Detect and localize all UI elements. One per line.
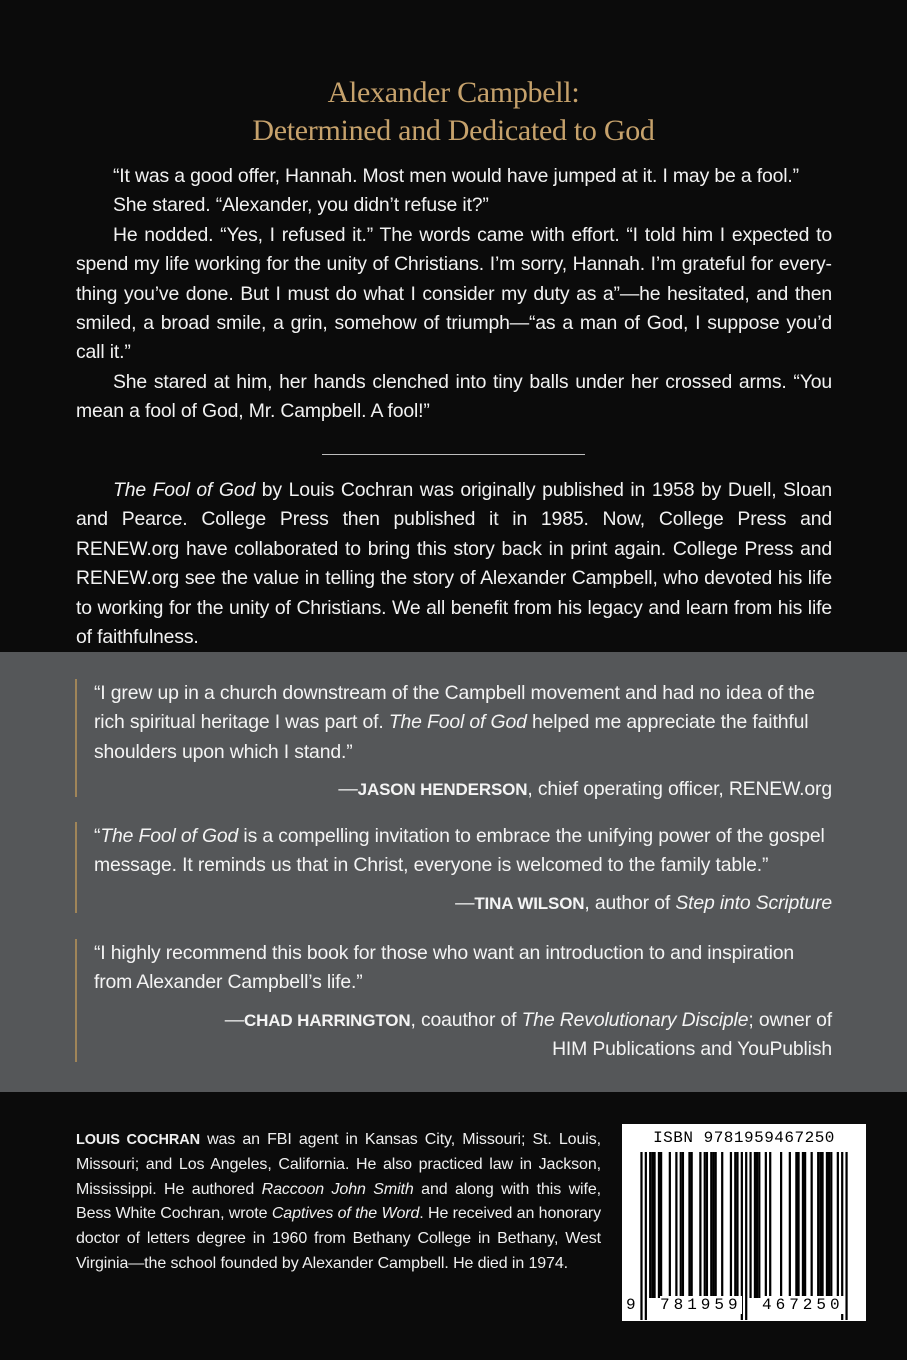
- upper-section: [0, 0, 907, 652]
- endorser-role: ; owner of: [748, 1008, 832, 1031]
- book-title: The Fool of God: [113, 479, 256, 501]
- attribution-dash: —: [455, 891, 475, 914]
- barcode-bar: [715, 1152, 717, 1298]
- quote-book-title: The Fool of God: [388, 711, 527, 734]
- bio-work: Raccoon John Smith: [261, 1180, 414, 1198]
- barcode-digits-right: 467250: [762, 1296, 844, 1314]
- barcode-bar: [804, 1152, 806, 1298]
- barcode-bar: [660, 1152, 662, 1298]
- barcode-digit-first: 9: [626, 1296, 636, 1314]
- quote-part: “I grew up in a church downstream of the Campbell movement and had no idea of the rich spiritual heritage I was part of.: [94, 682, 815, 734]
- endorser-role: , chief operating officer, RENEW.org: [527, 778, 832, 801]
- quote-attribution: [94, 1006, 832, 1065]
- barcode-bar: [734, 1152, 736, 1298]
- bio-text: . He received an honorary doctor of letters degree in 1960 from Bethany College in Bethany, West Virginia—the school founded by Alexander Campbell. He died in 1974.: [76, 1205, 602, 1272]
- endorser-work: The Revolutionary Disciple: [521, 1008, 749, 1031]
- endorser-name: TINA WILSON: [474, 893, 585, 913]
- bio-text: was an FBI agent in Kansas City, Missouri; St. Louis, Missouri; and Los Angeles, California. He also practiced law in Jackson, Mississippi. He authored: [76, 1131, 601, 1198]
- barcode-bar: [765, 1152, 767, 1298]
- endorser-name: JASON HENDERSON: [357, 780, 528, 800]
- barcode-bar: [710, 1152, 712, 1298]
- barcode-bar: [682, 1152, 684, 1298]
- author-bio: [76, 1128, 601, 1277]
- barcode-bar: [691, 1152, 693, 1298]
- barcode-bar: [645, 1152, 647, 1320]
- barcode-bar: [712, 1152, 714, 1298]
- quote-book-title: The Fool of God: [100, 825, 239, 847]
- barcode-bar: [745, 1152, 747, 1320]
- book-heading: [0, 74, 907, 150]
- barcode-bar: [640, 1152, 642, 1320]
- barcode-bar: [699, 1152, 701, 1298]
- barcode-bar: [653, 1152, 655, 1298]
- author-name: LOUIS COCHRAN: [76, 1132, 200, 1148]
- isbn-label: ISBN 9781959467250: [653, 1129, 835, 1147]
- barcode-bar: [680, 1152, 682, 1298]
- barcode-bar: [669, 1152, 671, 1298]
- barcode-bar: [821, 1152, 823, 1298]
- endorsement-quote: [75, 679, 832, 801]
- barcode-bar: [826, 1152, 828, 1298]
- barcode-bar: [651, 1152, 653, 1298]
- barcode-bar: [756, 1152, 758, 1298]
- barcode-bar: [837, 1152, 839, 1298]
- barcode-bar: [649, 1152, 651, 1298]
- isbn-barcode: [622, 1124, 866, 1321]
- barcode-bar: [754, 1152, 756, 1298]
- publication-note: [76, 476, 832, 652]
- barcode-bar: [741, 1152, 743, 1320]
- endorser-role: , author of: [584, 891, 676, 914]
- quote-part: helped me appreciate the faithful shoulders upon which I stand.”: [94, 711, 809, 763]
- barcode-bar: [802, 1152, 804, 1298]
- bio-text: and along with this wife, Bess White Cochran, wrote: [76, 1180, 601, 1223]
- excerpt-paragraph: She stared. “Alexander, you didn’t refuse it?”: [113, 194, 489, 217]
- barcode-bar: [730, 1152, 732, 1298]
- barcode-bar: [819, 1152, 821, 1298]
- excerpt-paragraph: “It was a good offer, Hannah. Most men would have jumped at it. I may be a fool.”: [113, 165, 799, 187]
- barcode-bar: [811, 1152, 813, 1298]
- barcode-bar: [721, 1152, 723, 1298]
- endorsements-panel: [0, 652, 907, 1092]
- barcode-bar: [736, 1152, 738, 1298]
- quote-attribution: [94, 889, 832, 918]
- quote-part: is a compelling invitation to embrace the unifying power of the gospel message. It reminds us that in Christ, everyone is welcomed to the family table.”: [94, 825, 825, 877]
- excerpt-paragraph: He nodded. “Yes, I refused it.” The words came with effort. “I told him I expected to spend my life working for the unity of Christians. I’m sorry, Hannah. I’m grateful for everything you’ve done. But I must do what I consider my duty as a”—he hesitated, and then smiled, a broad smile, a grin, somehow of triumph—“as a man of God, I suppose you’d call it.”: [76, 223, 832, 364]
- barcode-bar: [817, 1152, 819, 1298]
- endorser-role: , coauthor of: [410, 1008, 522, 1031]
- barcode-bar: [658, 1152, 660, 1298]
- barcode-bar: [758, 1152, 760, 1298]
- endorser-work: Step into Scripture: [675, 891, 832, 914]
- quote-attribution: [94, 775, 832, 804]
- endorser-name: CHAD HARRINGTON: [244, 1010, 411, 1030]
- attribution-dash: —: [224, 1008, 245, 1031]
- bio-work: Captives of the Word: [271, 1205, 420, 1223]
- quote-text: “I highly recommend this book for those who want an introduction to and inspiration from Alexander Campbell’s life.”: [94, 942, 795, 994]
- barcode-bar: [706, 1152, 708, 1298]
- attribution-dash: —: [338, 778, 358, 801]
- barcode-bar: [828, 1152, 830, 1298]
- story-excerpt: [76, 162, 832, 427]
- endorsement-quote: [75, 822, 832, 913]
- barcode-bar: [769, 1152, 771, 1298]
- publication-note-text: by Louis Cochran was originally published in 1958 by Duell, Sloan and Pearce. College Press then published it in 1985. Now, College Press and RENEW.org have collaborated to bring this story back in print again. College Press and RENEW.org see the value in telling the story of Alexander Campbell, who devoted his life to working for the unity of Christians. We all benefit from his legacy and learn from his life of faithfulness.: [76, 479, 833, 649]
- barcode-bar: [704, 1152, 706, 1298]
- heading-line-2: Determined and Dedicated to God: [252, 114, 655, 147]
- quote-part: “: [94, 825, 101, 847]
- quote-text: [94, 679, 832, 767]
- barcode-bar: [795, 1152, 797, 1298]
- endorsement-quote: [75, 939, 832, 1062]
- heading-line-1: Alexander Campbell:: [327, 76, 580, 109]
- barcode-bar: [841, 1152, 843, 1320]
- barcode-bar: [749, 1152, 751, 1298]
- barcode-bars: [636, 1152, 852, 1320]
- endorser-role: HIM Publications and YouPublish: [552, 1038, 832, 1061]
- barcode-bar: [830, 1152, 832, 1298]
- barcode-bar: [780, 1152, 782, 1298]
- barcode-digits-left: 781959: [660, 1296, 742, 1314]
- quote-text: [94, 822, 832, 881]
- barcode-bar: [675, 1152, 677, 1298]
- barcode-bar: [797, 1152, 799, 1298]
- barcode-bar: [688, 1152, 690, 1298]
- divider-rule: [322, 454, 585, 455]
- barcode-bar: [789, 1152, 791, 1298]
- excerpt-paragraph: She stared at him, her hands clenched into tiny balls under her crossed arms. “You mean a fool of God, Mr. Campbell. A fool!”: [76, 370, 832, 423]
- barcode-bar: [845, 1152, 847, 1320]
